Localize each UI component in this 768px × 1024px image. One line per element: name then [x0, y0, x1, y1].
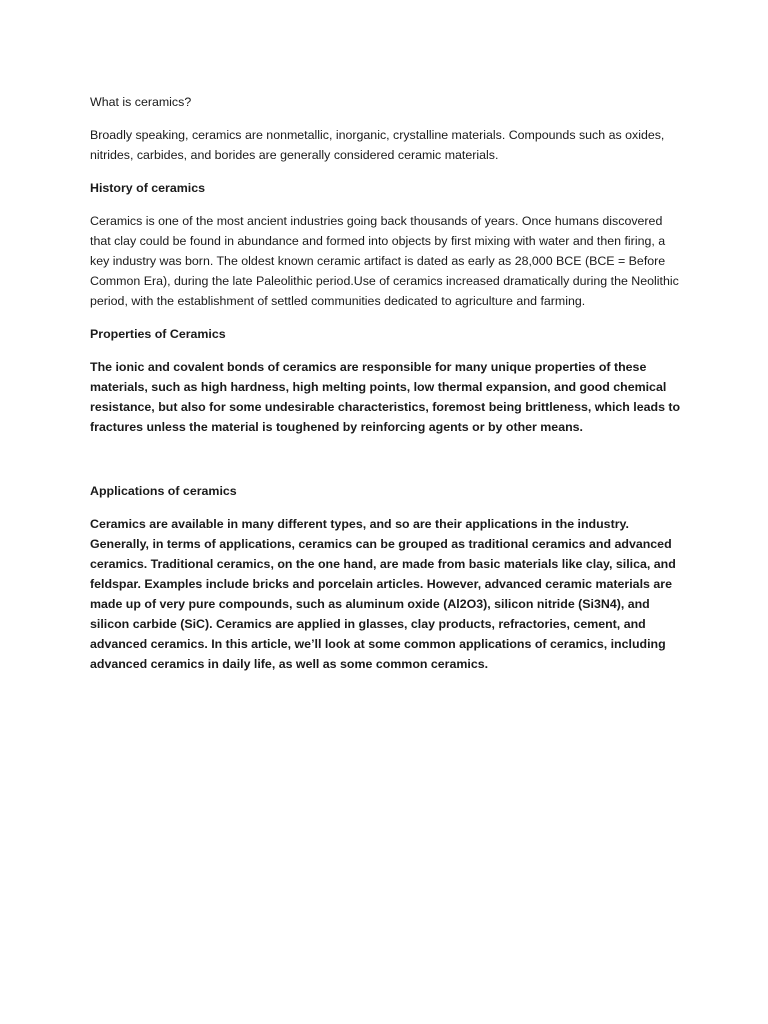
intro-question: What is ceramics?: [90, 95, 192, 109]
document-body: [90, 92, 682, 687]
properties-paragraph: The ionic and covalent bonds of ceramics are responsible for many unique properties of these materials, such as high hardness, high melting points, low thermal expansion, and good chemical resistance, but also for some undesirable characteristics, foremost being brittleness, which leads to fractures unless the material is toughened by reinforcing agents or by other means.: [90, 360, 681, 434]
properties-heading: Properties of Ceramics: [90, 327, 226, 341]
applications-heading: Applications of ceramics: [90, 484, 237, 498]
history-heading: History of ceramics: [90, 181, 206, 195]
applications-paragraph: Ceramics are available in many different types, and so are their applications in the industry. Generally, in terms of applications, ceramics can be grouped as traditional ceramics and advanced ceramics. Traditional ceramics, on the one hand, are made from basic materials like clay, silica, and feldspar. Examples include bricks and porcelain articles. However, advanced ceramic materials are made up of very pure compounds, such as aluminum oxide (Al2O3), silicon nitride (Si3N4), and silicon carbide (SiC). Ceramics are applied in glasses, clay products, refractories, cement, and advanced ceramics. In this article, we’ll look at some common applications of ceramics, including advanced ceramics in daily life, as well as some common ceramics.: [90, 517, 676, 671]
intro-paragraph: Broadly speaking, ceramics are nonmetallic, inorganic, crystalline materials. Compounds such as oxides, nitrides, carbides, and borides are generally considered ceramic materials.: [90, 128, 665, 162]
history-paragraph: Ceramics is one of the most ancient industries going back thousands of years. Once humans discovered that clay could be found in abundance and formed into objects by first mixing with water and then firing, a key industry was born. The oldest known ceramic artifact is dated as early as 28,000 BCE (BCE = Before Common Era), during the late Paleolithic period.Use of ceramics increased dramatically during the Neolithic period, with the establishment of settled communities dedicated to agriculture and farming.: [90, 214, 679, 308]
